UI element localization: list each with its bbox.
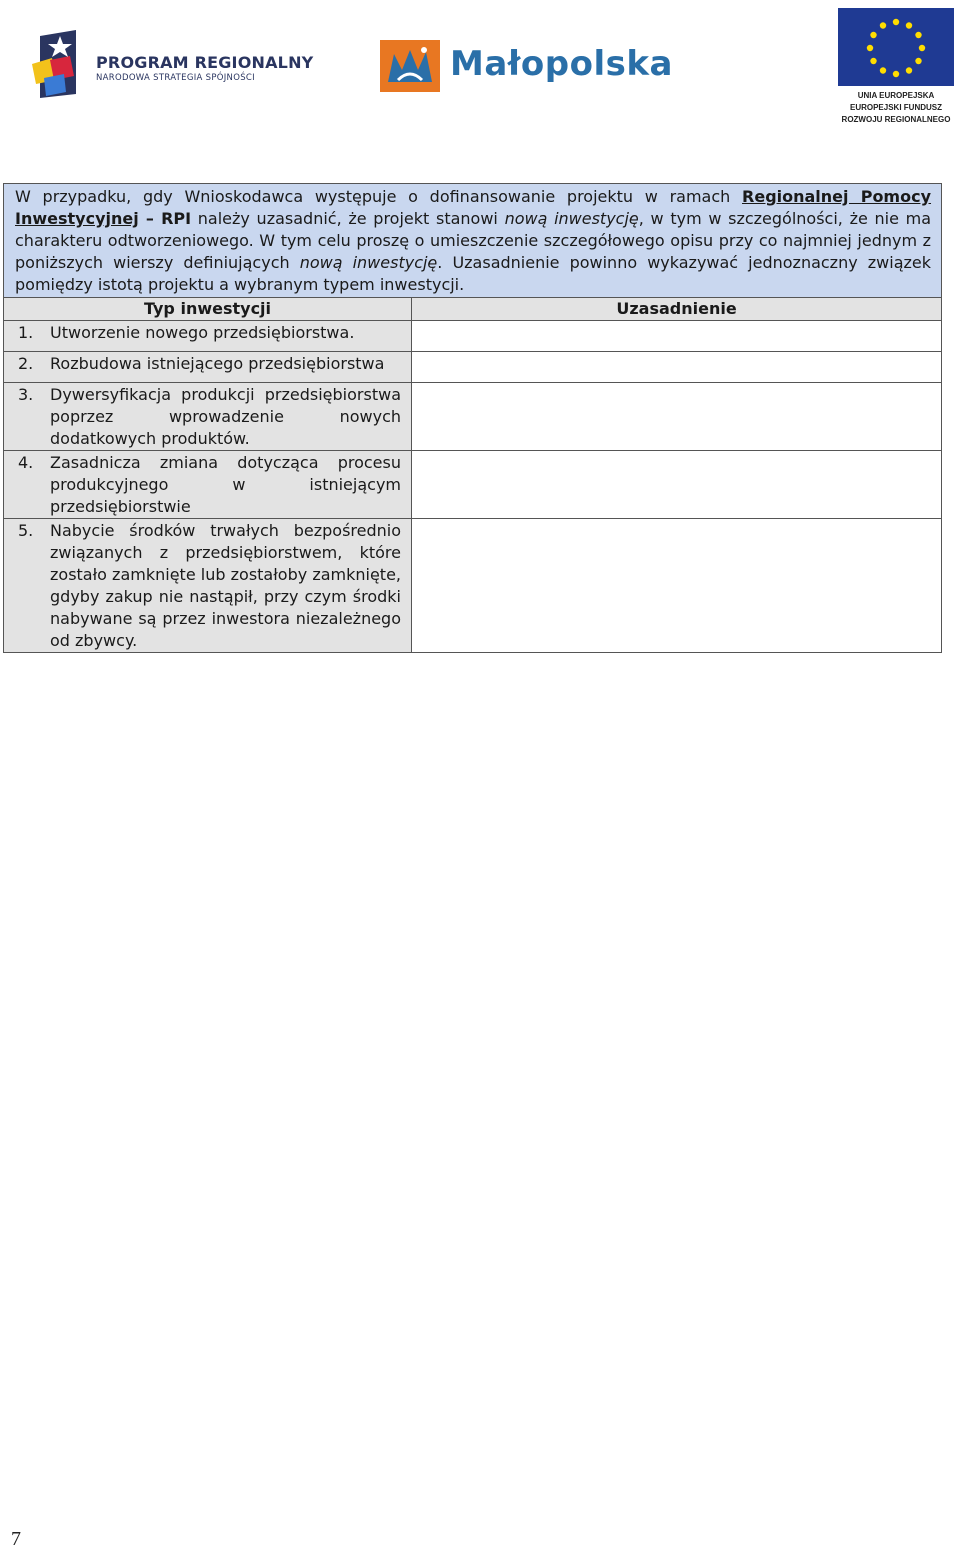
malopolska-logo	[380, 40, 680, 92]
eu-caption-line-1: UNIA EUROPEJSKA	[857, 91, 935, 100]
investment-type-label: Utworzenie nowego przedsiębiorstwa.	[50, 323, 355, 342]
instructions-text-4: . Uzasadnienie powinno wykazywać jednoznaczny związek pomiędzy istotą projektu a wybranym typem inwestycji.	[15, 253, 932, 294]
justification-field[interactable]	[412, 519, 942, 653]
investment-type-cell	[4, 321, 412, 352]
table-row	[4, 321, 942, 352]
instructions-text-2: należy uzasadnić, że projekt stanowi	[191, 209, 505, 228]
new-investment-emphasis-1: nową inwestycję	[504, 209, 639, 228]
justification-field[interactable]	[412, 383, 942, 451]
investment-type-label: Dywersyfikacja produkcji przedsiębiorstwa poprzez wprowadzenie nowych dodatkowych produktów.	[50, 385, 401, 448]
instructions-text-3: , w tym w szczególności, że nie ma charakteru odtworzeniowego. W tym celu proszę o umieszczenie szczegółowego opisu przy co najmniej jednym z poniższych wierszy definiujących	[15, 209, 932, 272]
table-row	[4, 383, 942, 451]
investment-type-label: Rozbudowa istniejącego przedsiębiorstwa	[50, 354, 385, 373]
instructions-text-1: W przypadku, gdy Wnioskodawca występuje o dofinansowanie projektu w ramach	[15, 187, 743, 206]
row-number: 1.	[18, 323, 34, 342]
row-number: 5.	[18, 521, 34, 540]
column-header-type: Typ inwestycji	[4, 298, 412, 321]
row-number: 2.	[18, 354, 34, 373]
rpi-dash: –	[138, 209, 162, 228]
program-regionalny-subtitle: NARODOWA STRATEGIA SPÓJNOŚCI	[96, 73, 255, 83]
eu-flag-icon	[838, 8, 954, 86]
investment-type-cell	[4, 383, 412, 451]
page-number: 7	[11, 1528, 21, 1550]
table-row	[4, 519, 942, 653]
column-header-justification: Uzasadnienie	[412, 298, 942, 321]
malopolska-wordmark: Małopolska	[450, 44, 673, 84]
row-number: 3.	[18, 385, 34, 404]
investment-type-table	[3, 183, 942, 653]
eu-logo	[838, 8, 954, 128]
rpi-abbreviation: RPI	[161, 209, 192, 228]
rpi-term: Regionalnej Pomocy Inwestycyjnej	[15, 187, 932, 228]
investment-type-cell	[4, 451, 412, 519]
new-investment-emphasis-2: nową inwestycję	[299, 253, 438, 272]
instructions-cell	[4, 184, 942, 298]
investment-type-label: Nabycie środków trwałych bezpośrednio związanych z przedsiębiorstwem, które zostało zamknięte lub zostałoby zamknięte, gdyby zakup nie nastąpił, przy czym środki nabywane są przez inwestora niezależnego od zbywcy.	[50, 521, 401, 650]
justification-field[interactable]	[412, 352, 942, 383]
eu-caption-line-3: ROZWOJU REGIONALNEGO	[841, 115, 951, 124]
eu-caption-line-2: EUROPEJSKI FUNDUSZ	[849, 103, 942, 112]
malopolska-emblem-icon	[380, 40, 440, 92]
justification-field[interactable]	[412, 451, 942, 519]
investment-type-label: Zasadnicza zmiana dotycząca procesu produkcyjnego w istniejącym przedsiębiorstwie	[50, 453, 401, 516]
investment-type-cell	[4, 519, 412, 653]
row-number: 4.	[18, 453, 34, 472]
justification-field[interactable]	[412, 321, 942, 352]
program-regionalny-title: PROGRAM REGIONALNY	[96, 53, 314, 72]
program-regionalny-emblem-icon	[30, 28, 90, 100]
table-row	[4, 451, 942, 519]
program-regionalny-logo	[30, 28, 330, 100]
eu-caption	[838, 90, 954, 126]
investment-type-cell	[4, 352, 412, 383]
table-row	[4, 352, 942, 383]
